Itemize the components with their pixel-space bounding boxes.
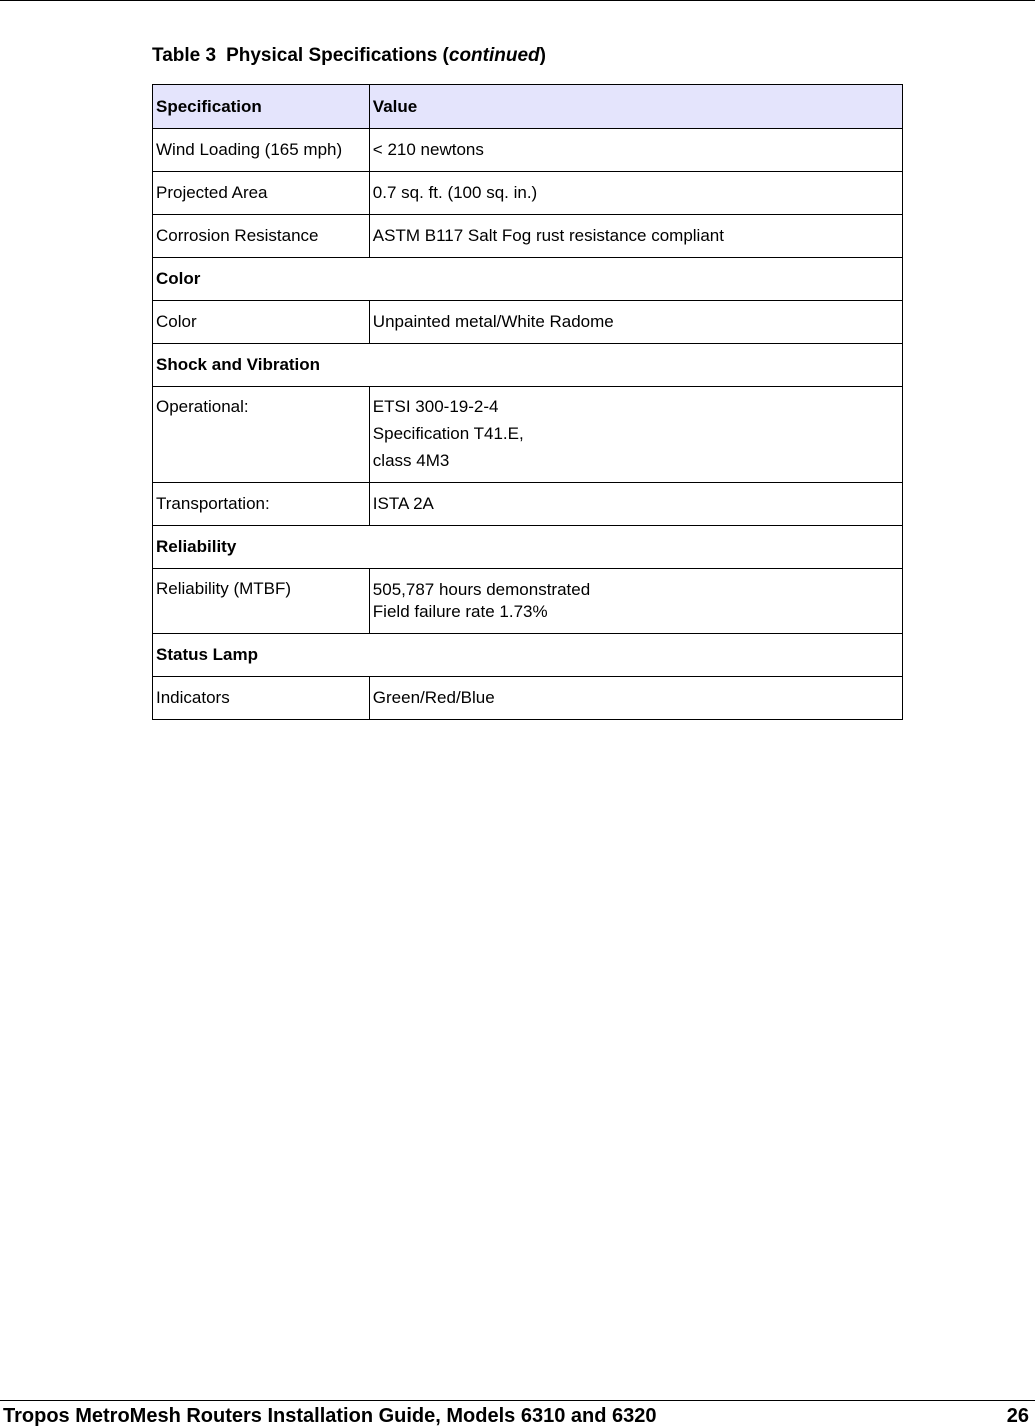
- value-cell: Unpainted metal/White Radome: [369, 301, 902, 344]
- value-line: Specification T41.E,: [372, 424, 524, 443]
- value-line: 505,787 hours demonstrated: [372, 580, 591, 599]
- section-row-shock-vibration: [153, 344, 903, 387]
- caption-title-prefix: Physical Specifications (: [226, 45, 449, 66]
- spec-cell: Projected Area: [153, 172, 370, 215]
- header-specification: Specification: [153, 85, 370, 129]
- table-row: [153, 387, 903, 483]
- physical-specifications-table: [152, 84, 903, 720]
- section-heading: Status Lamp: [153, 634, 903, 677]
- table-row: [153, 569, 903, 634]
- section-heading: Shock and Vibration: [153, 344, 903, 387]
- table-label: Table 3: [152, 45, 217, 66]
- footer-document-title: Tropos MetroMesh Routers Installation Guide, Models 6310 and 6320: [3, 1405, 657, 1427]
- top-rule: [0, 0, 1035, 1]
- table-row: [153, 483, 903, 526]
- value-cell: 0.7 sq. ft. (100 sq. in.): [369, 172, 902, 215]
- section-row-status-lamp: [153, 634, 903, 677]
- value-line: class 4M3: [372, 451, 450, 470]
- value-cell: [369, 569, 902, 634]
- spec-cell: Reliability (MTBF): [153, 569, 370, 634]
- spec-cell: Transportation:: [153, 483, 370, 526]
- spec-cell: Indicators: [153, 677, 370, 720]
- spec-cell: Wind Loading (165 mph): [153, 129, 370, 172]
- value-cell: ASTM B117 Salt Fog rust resistance compliant: [369, 215, 902, 258]
- table-row: [153, 677, 903, 720]
- caption-title-italic: continued: [448, 45, 540, 66]
- header-value: Value: [369, 85, 902, 129]
- value-line: Field failure rate 1.73%: [372, 602, 548, 621]
- table-row: [153, 215, 903, 258]
- section-row-reliability: [153, 526, 903, 569]
- value-line: ETSI 300-19-2-4: [372, 397, 499, 416]
- spec-cell: Color: [153, 301, 370, 344]
- value-cell: ISTA 2A: [369, 483, 902, 526]
- footer-page-number: 26: [1006, 1405, 1029, 1427]
- value-cell: Green/Red/Blue: [369, 677, 902, 720]
- section-row-color: [153, 258, 903, 301]
- footer-rule: [0, 1400, 1035, 1401]
- table-row: [153, 301, 903, 344]
- table-row: [153, 172, 903, 215]
- caption-title-suffix: ): [539, 45, 546, 66]
- table-caption: [152, 45, 546, 67]
- spec-text: Operational:: [156, 397, 249, 416]
- value-cell: [369, 387, 902, 483]
- section-heading: Color: [153, 258, 903, 301]
- spec-cell: [153, 387, 370, 483]
- table-row: [153, 129, 903, 172]
- spec-cell: Corrosion Resistance: [153, 215, 370, 258]
- value-cell: < 210 newtons: [369, 129, 902, 172]
- section-heading: Reliability: [153, 526, 903, 569]
- table-header-row: [153, 85, 903, 129]
